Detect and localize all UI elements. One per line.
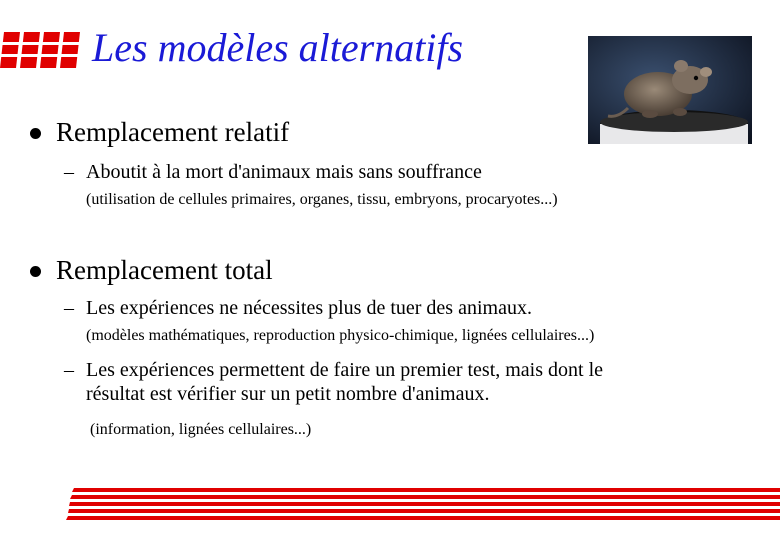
dash: – [64, 161, 74, 183]
sub-item [64, 296, 744, 320]
sub-item-note: (modèles mathématiques, reproduction physico-chimique, lignées cellulaires...) [86, 327, 595, 344]
bullet-label: Remplacement relatif [56, 117, 290, 147]
sub-item-note: (information, lignées cellulaires...) [90, 421, 312, 438]
sub-item-text: Aboutit à la mort d'animaux mais sans souffrance [86, 161, 482, 183]
bullet-dot [30, 266, 41, 277]
sub-item-note: (utilisation de cellules primaires, organes, tissu, embryons, procaryotes...) [86, 191, 558, 208]
bullet-label: Remplacement total [56, 255, 273, 285]
sub-item [64, 160, 624, 184]
bullet-remplacement-relatif [30, 118, 289, 148]
sub-item [64, 358, 754, 406]
rat-photo [588, 36, 752, 144]
bullet-dot [30, 128, 41, 139]
dash: – [64, 359, 74, 381]
dash: – [64, 297, 74, 319]
bottom-stripes [66, 488, 780, 522]
bullet-remplacement-total [30, 256, 273, 286]
sub-item-text-line2: résultat est vérifier sur un petit nombre d'animaux. [86, 383, 490, 405]
slide-title: Les modèles alternatifs [92, 25, 464, 70]
sub-item-text: Les expériences ne nécessites plus de tuer des animaux. [86, 297, 532, 319]
logo-stripes [0, 32, 80, 68]
sub-item-text-line1: Les expériences permettent de faire un premier test, mais dont le [86, 359, 604, 381]
